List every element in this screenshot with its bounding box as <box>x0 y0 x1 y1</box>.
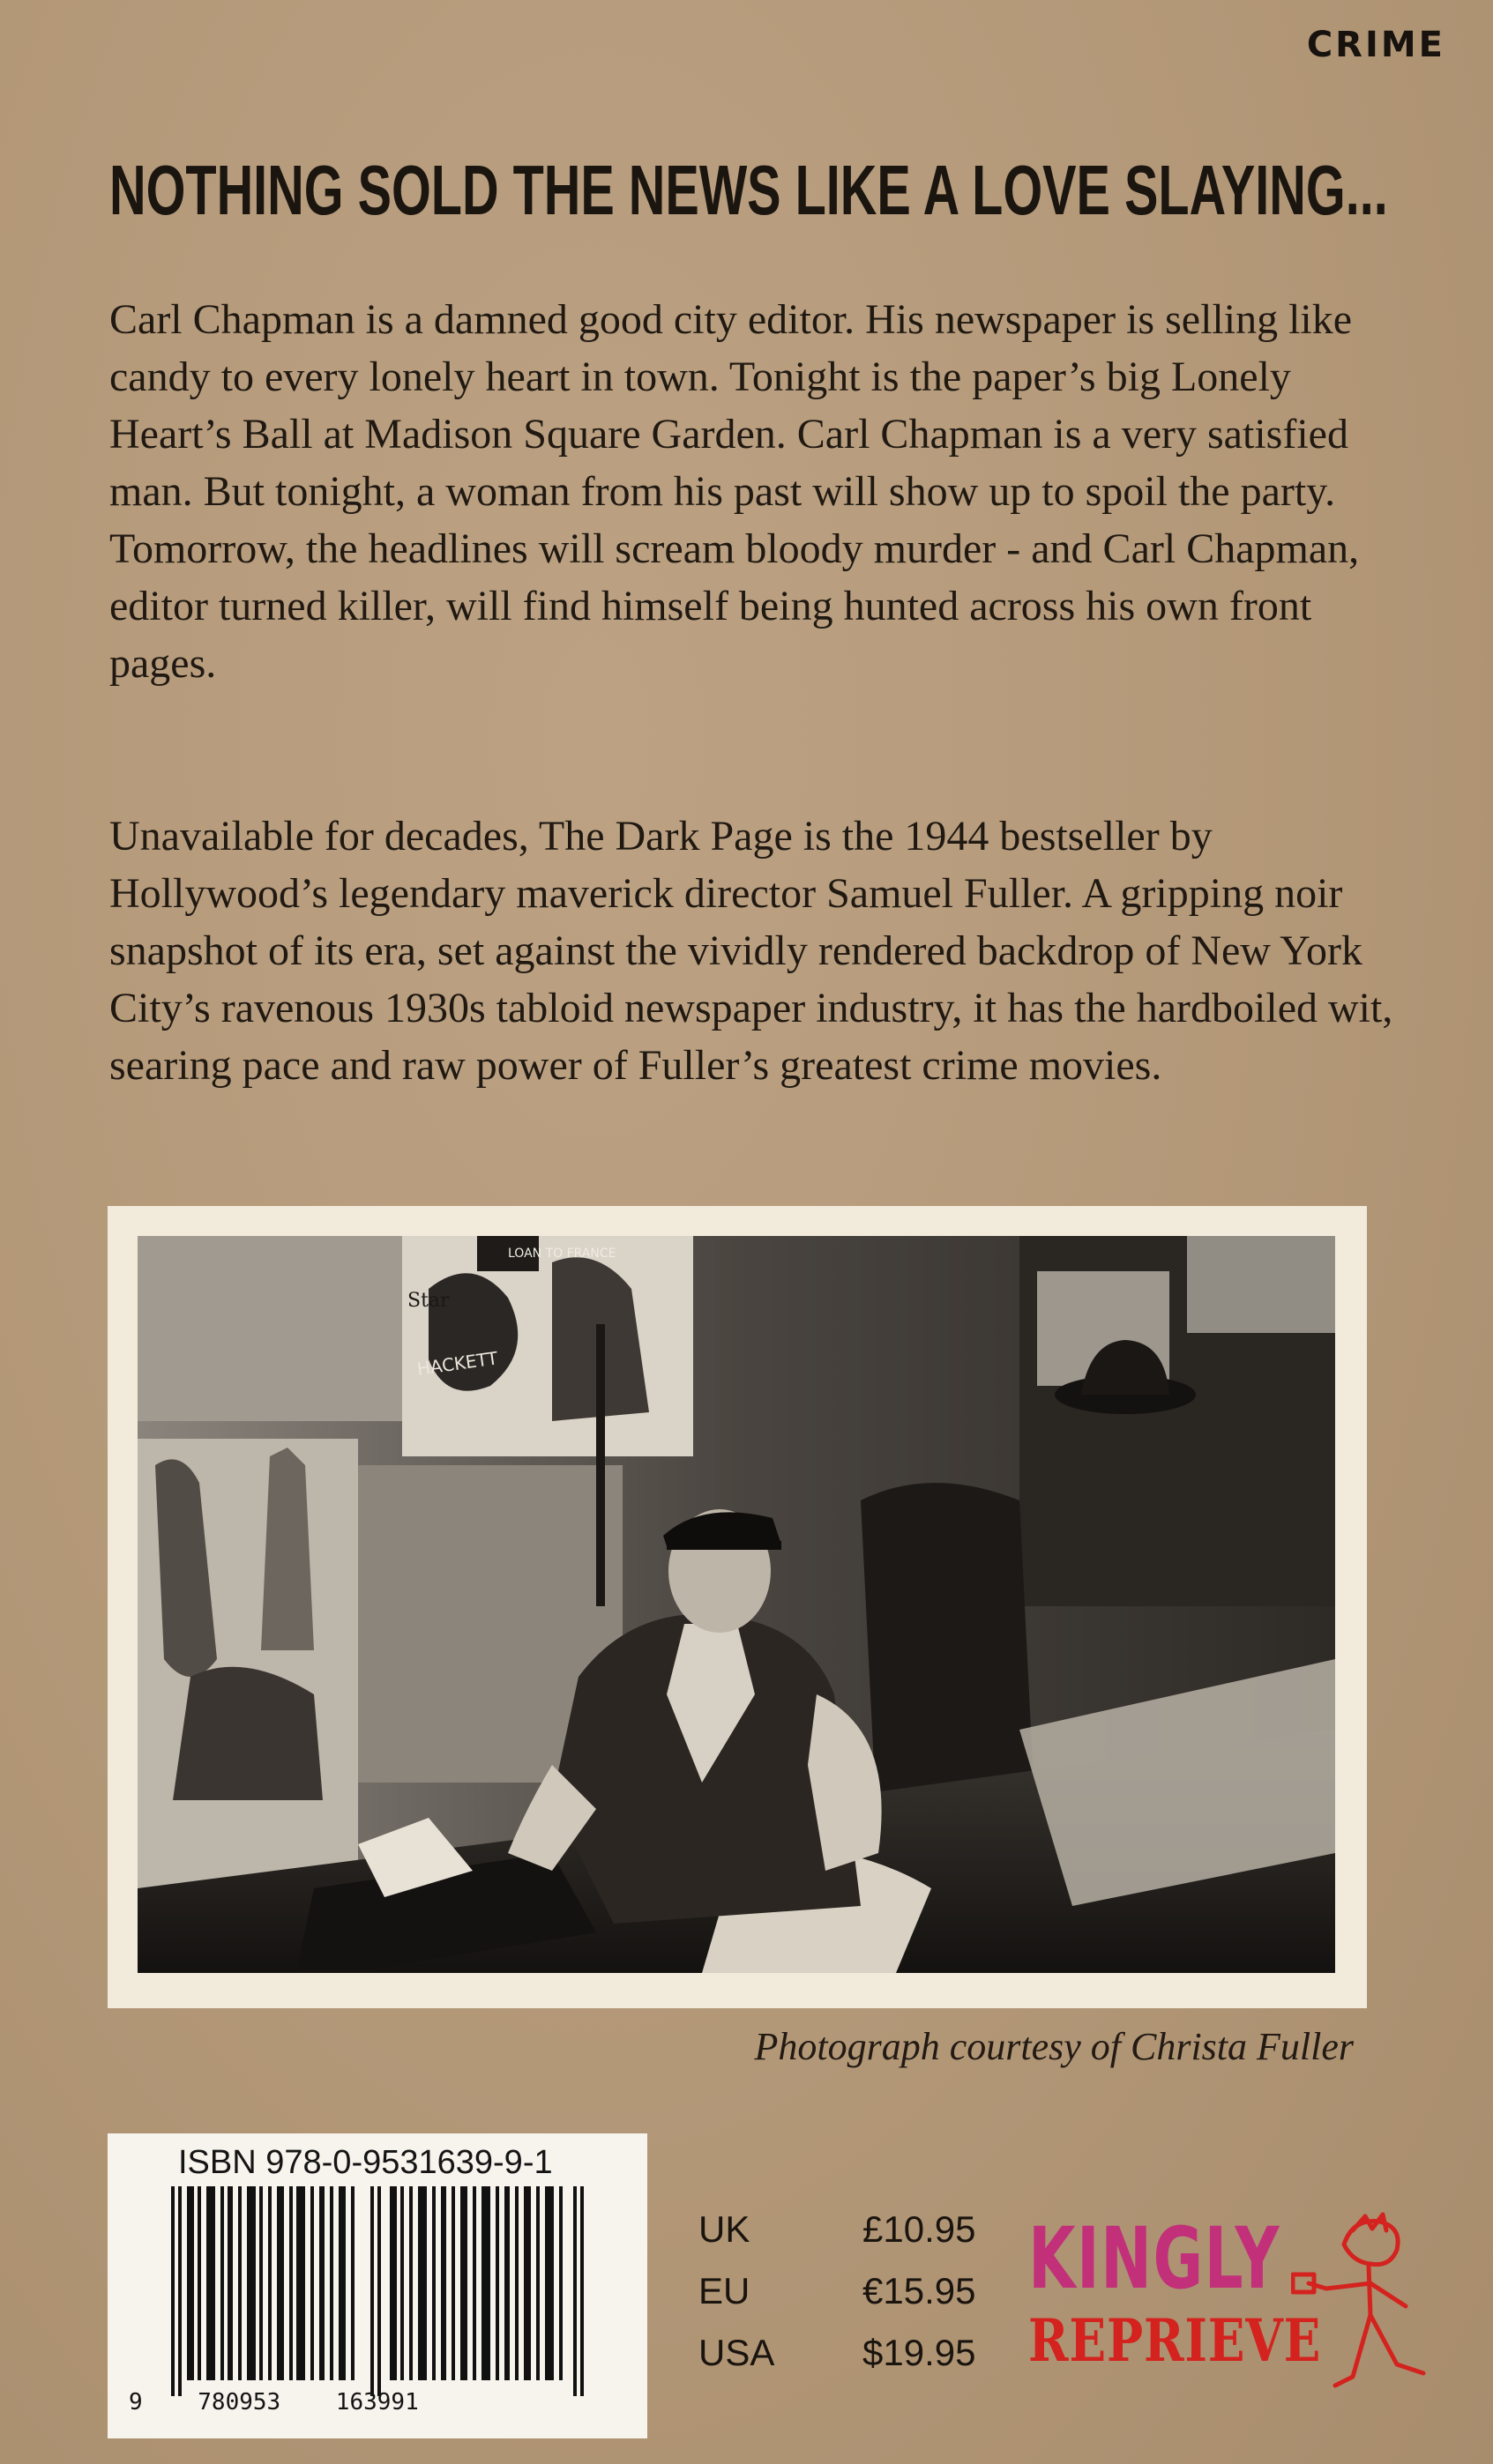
photo-illustration <box>138 1236 1335 1973</box>
publisher-logo <box>1028 2209 1443 2412</box>
isbn-label: ISBN 978-0-9531639-9-1 <box>178 2144 553 2181</box>
genre-label: CRIME <box>1306 25 1445 65</box>
photo-sign-loan: LOAN TO FRANCE <box>508 1247 616 1261</box>
barcode-bars <box>171 2186 594 2396</box>
price-region: USA <box>698 2332 775 2373</box>
author-photo <box>138 1236 1335 1973</box>
headline: NOTHING SOLD THE NEWS LIKE A LOVE SLAYING... <box>109 151 1388 229</box>
price-amount: $19.95 <box>862 2332 976 2373</box>
price-row <box>698 2260 975 2322</box>
barcode-digits: 9 780953 163991 <box>129 2389 419 2416</box>
photo-sign-hackett: HACKETT <box>415 1347 499 1380</box>
barcode-panel <box>108 2133 647 2438</box>
photo-caption: Photograph courtesy of Christa Fuller <box>754 2025 1354 2068</box>
price-row <box>698 2322 975 2384</box>
price-region: EU <box>698 2270 750 2311</box>
photo-frame <box>108 1206 1367 2008</box>
price-amount: £10.95 <box>862 2208 976 2250</box>
price-row <box>698 2199 975 2260</box>
publisher-mascot-icon <box>1291 2209 1432 2412</box>
price-region: UK <box>698 2208 750 2250</box>
publisher-name-line2: REPRIEVE <box>1028 2306 1322 2375</box>
photo-sign-star: Star <box>407 1290 450 1312</box>
blurb-paragraph-1: Carl Chapman is a damned good city editor. His newspaper is selling like candy to every lonely heart in town. Tonight is the paper’s big Lonely Heart’s Ball at Madison Square Garden. Carl Chapman is a very satisfied man. But tonight, a woman from his past will show up to spoil the party. Tomorrow, the headlines will scream bloody murder - and Carl Chapman, editor turned killer, will find himself being hunted across his own front pages. <box>109 296 1360 687</box>
price-amount: €15.95 <box>862 2270 976 2311</box>
price-list <box>698 2199 975 2384</box>
blurb-paragraph-2: Unavailable for decades, The Dark Page is the 1944 bestseller by Hollywood’s legendary maverick director Samuel Fuller. A gripping noir snapshot of its era, set against the vividly rendered backdrop of New York City’s ravenous 1930s tabloid newspaper industry, it has the hardboiled wit, searing pace and raw power of Fuller’s greatest crime movies. <box>109 813 1393 1089</box>
publisher-name-line1: KINGLY <box>1028 2209 1280 2308</box>
